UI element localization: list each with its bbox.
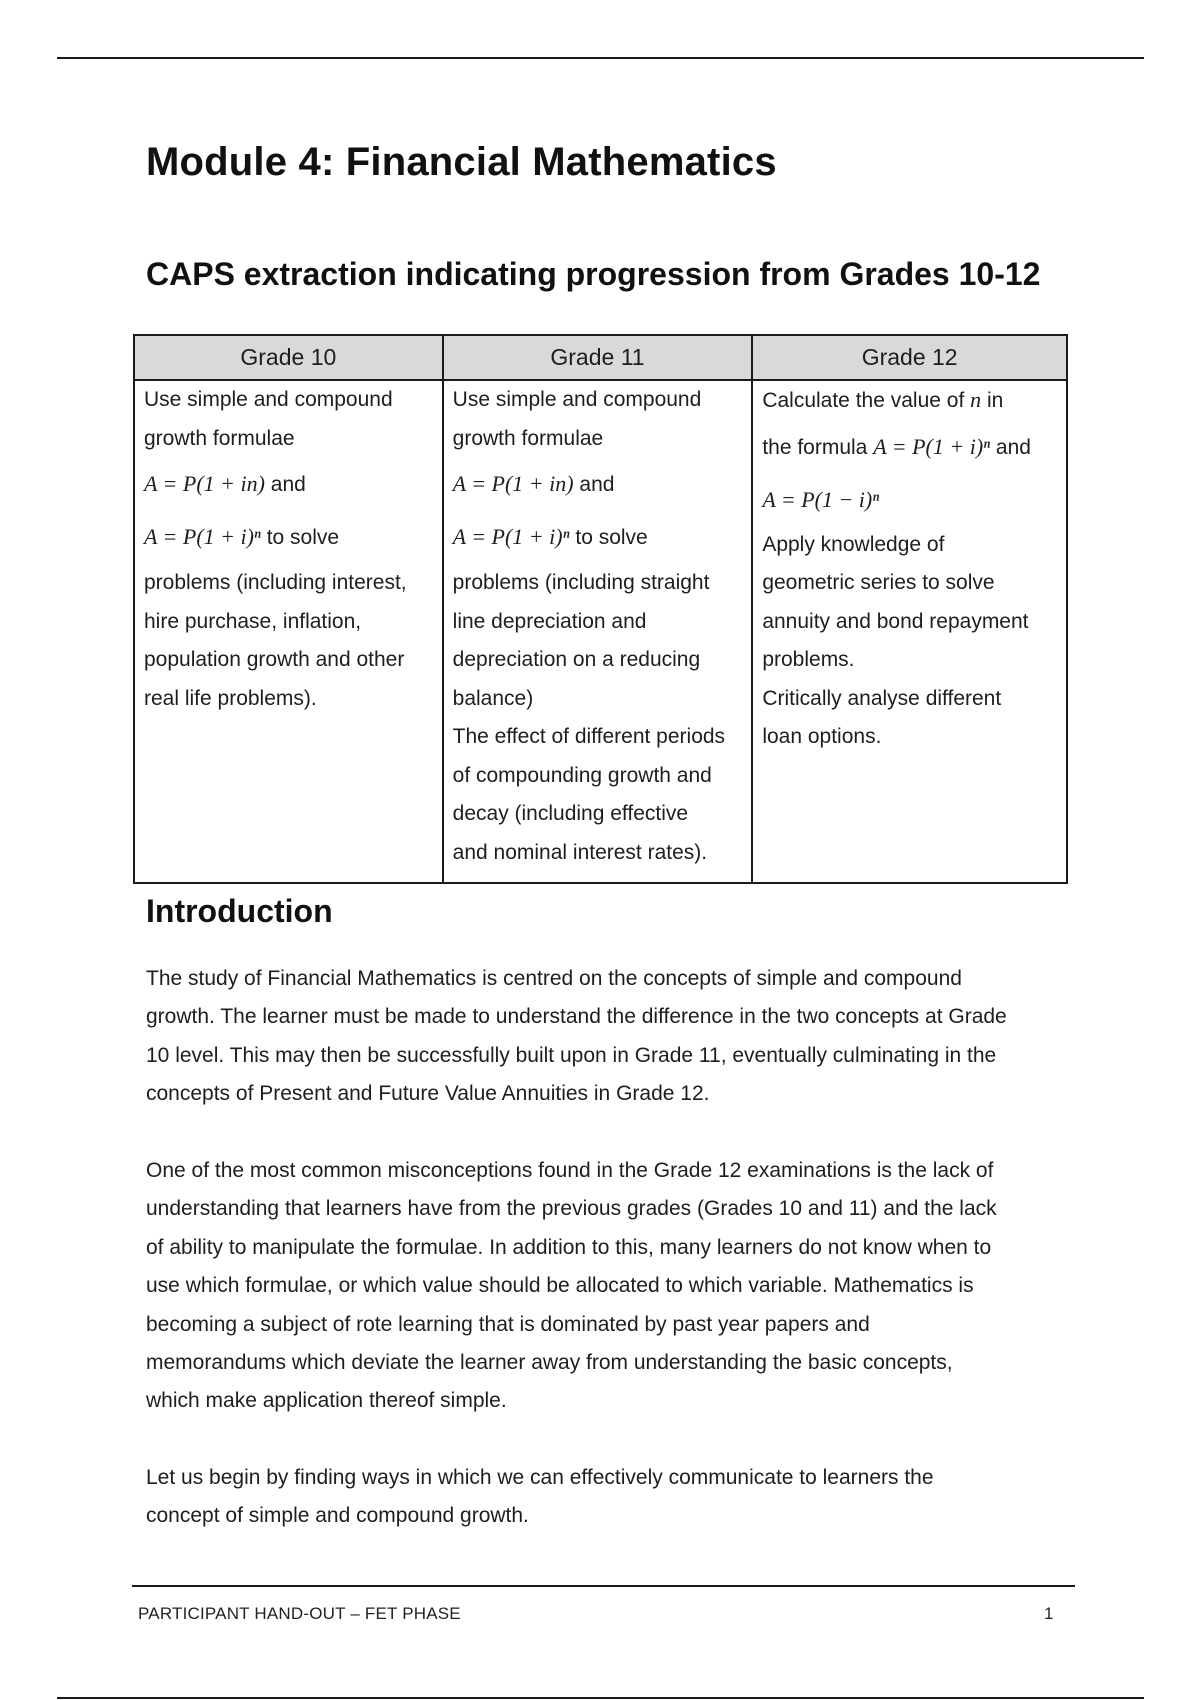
cell-text: The effect of different periods [452,725,726,748]
cell-text: problems (including straight [452,571,710,594]
cell-text-part: and [990,435,1031,459]
paragraph-line: growth. The learner must be made to understand the difference in the two concepts at Grade [146,1005,1007,1029]
page-number: 1 [1044,1604,1054,1623]
cell-text: Critically analyse different [762,686,1002,710]
compound-interest-formula [453,511,744,564]
cell-text: problems (including interest, [144,571,407,594]
cell-text: decay (including effective [452,802,689,825]
cell-text-part: the formula [762,435,874,459]
cell-text: Use simple and compound [452,388,702,411]
compound-interest-formula [144,511,434,564]
cell-text: problems. [762,648,855,671]
depreciation-formula [762,474,1058,526]
caps-heading: CAPS extraction indicating progression from Grades 10-12 [146,256,1041,292]
introduction-heading: Introduction [146,893,333,929]
paragraph-line: becoming a subject of rote learning that is dominated by past year papers and [146,1312,870,1336]
intro-paragraph-3 [146,1459,1086,1536]
cell-text [762,421,1058,474]
cell-grade-11 [443,380,753,883]
table-header-row [134,335,1067,380]
cell-text: hire purchase, inflation, [144,609,362,633]
paragraph-line: which make application thereof simple. [146,1389,507,1413]
variable-n: n [970,387,982,412]
cell-text: to solve [260,526,340,549]
cell-text: annuity and bond repayment [762,609,1029,633]
cell-text: and [573,473,615,496]
simple-interest-formula [453,458,744,511]
paragraph-line: One of the most common misconceptions found in the Grade 12 examinations is the lack of [146,1159,994,1182]
intro-paragraph-1 [146,960,1086,1114]
cell-text: growth formulae [144,426,295,450]
formula-expression: A = P(1 + i)ⁿ [452,524,570,549]
cell-text: depreciation on a reducing [452,648,701,671]
paragraph-line: memorandums which deviate the learner away from understanding the basic concepts, [146,1351,953,1375]
formula-expression: A = P(1 + in) [452,471,574,496]
paragraph-line: concepts of Present and Future Value Annuities in Grade 12. [146,1082,710,1106]
cell-text: of compounding growth and [452,763,712,787]
cell-text: loan options. [762,725,882,748]
cell-text: growth formulae [452,426,604,450]
paragraph-line: of ability to manipulate the formulae. In addition to this, many learners do not know when to [146,1235,992,1259]
cell-text: and nominal interest rates). [452,840,708,864]
cell-text: and [264,473,306,496]
cell-text: real life problems). [144,686,317,710]
cell-grade-10 [134,380,443,883]
header-grade-11: Grade 11 [443,335,753,380]
paragraph-line: The study of Financial Mathematics is centred on the concepts of simple and compound [146,967,962,990]
paragraph-line: use which formulae, or which value should be allocated to which variable. Mathematics is [146,1274,974,1298]
formula-expression: A = P(1 + in) [144,471,265,496]
cell-text: to solve [569,526,648,549]
table-row [134,380,1067,883]
top-rule [57,57,1144,59]
cell-text-part: Calculate the value of [762,389,971,412]
cell-text: Apply knowledge of [762,532,945,556]
caps-progression-table [133,334,1068,884]
footer-rule [132,1585,1075,1587]
cell-text: Use simple and compound [144,388,393,411]
footer-label: PARTICIPANT HAND-OUT – FET PHASE [138,1604,461,1623]
cell-grade-12 [752,380,1067,883]
intro-paragraph-2 [146,1152,1086,1421]
paragraph-line: 10 level. This may then be successfully built upon in Grade 11, eventually culminating in the [146,1043,997,1067]
cell-text-part: in [981,389,1004,412]
cell-text [762,381,1058,421]
header-grade-12: Grade 12 [752,335,1067,380]
paragraph-line: Let us begin by finding ways in which we can effectively communicate to learners the [146,1466,934,1489]
header-grade-10: Grade 10 [134,335,443,380]
formula-expression: A = P(1 − i)ⁿ [762,486,880,512]
compound-interest-formula: A = P(1 + i)ⁿ [873,433,991,459]
cell-text: balance) [452,686,534,710]
simple-interest-formula [144,458,434,511]
paragraph-line: concept of simple and compound growth. [146,1504,529,1528]
page-title: Module 4: Financial Mathematics [146,140,777,184]
cell-text: population growth and other [144,648,405,671]
bottom-rule [57,1697,1144,1699]
formula-expression: A = P(1 + i)ⁿ [144,524,261,549]
paragraph-line: understanding that learners have from the previous grades (Grades 10 and 11) and the lack [146,1197,997,1221]
cell-text: line depreciation and [452,609,647,633]
cell-text: geometric series to solve [762,571,995,594]
